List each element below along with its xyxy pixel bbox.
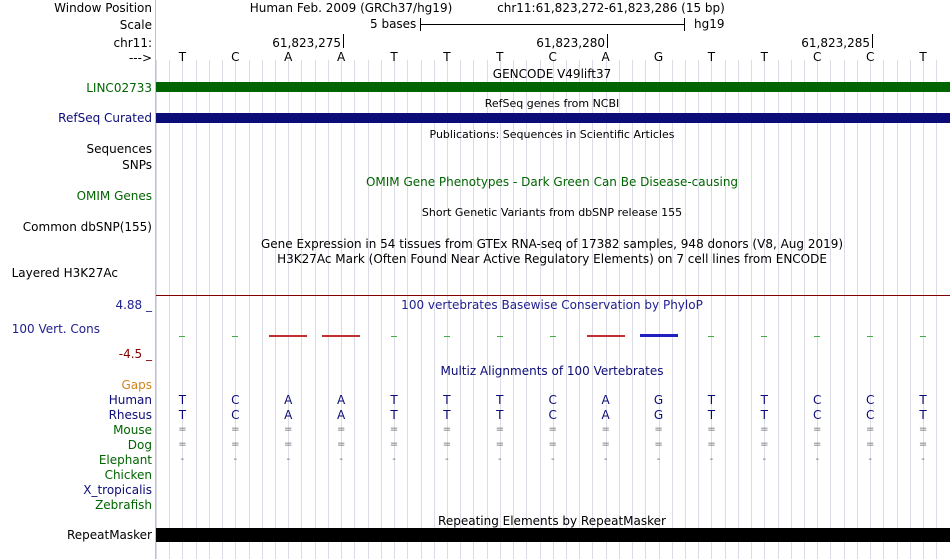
grid-line xyxy=(804,60,805,559)
alignment-base: = xyxy=(548,439,557,450)
grid-line xyxy=(738,60,739,559)
strand-arrow-label: ---> xyxy=(128,51,152,65)
phylop-score-mark xyxy=(232,336,238,337)
grid-line xyxy=(844,60,845,559)
species-label-rhesus[interactable]: Rhesus xyxy=(108,408,152,422)
omim-track-title: OMIM Gene Phenotypes - Dark Green Can Be Disease-causing xyxy=(365,175,739,189)
alignment-base: = xyxy=(178,424,187,435)
grid-line xyxy=(857,60,858,559)
track-label-gaps[interactable]: Gaps xyxy=(121,378,152,392)
track-label-linc02733[interactable]: LINC02733 xyxy=(86,81,152,95)
ruler-tick xyxy=(607,34,608,48)
grid-line xyxy=(830,60,831,559)
phylop-min-label: -4.5 _ xyxy=(118,347,152,361)
reference-base: T xyxy=(919,50,927,64)
reference-base: A xyxy=(337,50,346,64)
alignment-base: = xyxy=(601,439,610,450)
gtex-track-title: Gene Expression in 54 tissues from GTEx RNA-seq of 17382 samples, 948 donors (V8, Aug 2019) xyxy=(260,237,844,251)
alignment-base: - xyxy=(815,454,820,465)
alignment-base: C xyxy=(813,408,822,422)
alignment-base: T xyxy=(443,393,451,407)
reference-base: T xyxy=(707,50,716,64)
refseq-gene-bar[interactable] xyxy=(156,113,950,123)
alignment-base: = xyxy=(336,424,346,435)
ruler-position-label: 61,823,275 xyxy=(272,36,341,50)
alignment-base: G xyxy=(653,393,664,407)
species-label-mouse[interactable]: Mouse xyxy=(113,423,152,437)
alignment-base: T xyxy=(760,393,769,407)
grid-line xyxy=(883,60,884,559)
grid-line xyxy=(817,60,818,559)
alignment-base: = xyxy=(707,424,716,435)
multiz-track-title: Multiz Alignments of 100 Vertebrates xyxy=(440,364,664,378)
grid-line xyxy=(222,60,223,559)
alignment-base: A xyxy=(337,408,346,422)
h3k27ac-track-title: H3K27Ac Mark (Often Found Near Active Regulatory Elements) on 7 cell lines from ENCODE xyxy=(277,252,827,266)
phylop-score-mark xyxy=(550,336,556,337)
grid-line xyxy=(910,60,911,559)
phylop-score-mark xyxy=(179,336,185,337)
grid-line xyxy=(249,60,250,559)
alignment-base: = xyxy=(760,439,769,450)
phylop-score-mark xyxy=(322,335,360,337)
phylop-track-title: 100 vertebrates Basewise Conservation by PhyloP xyxy=(401,298,703,312)
scale-bar-tick-right xyxy=(684,18,685,31)
alignment-base: T xyxy=(496,408,504,422)
reference-base: T xyxy=(178,50,187,64)
grid-line xyxy=(169,60,170,559)
grid-line xyxy=(791,60,792,559)
alignment-base: C xyxy=(813,393,822,407)
grid-line xyxy=(301,60,302,559)
reference-base: G xyxy=(653,50,664,64)
phylop-score-mark xyxy=(497,336,503,337)
grid-line xyxy=(275,60,276,559)
track-label-sequences[interactable]: Sequences xyxy=(86,142,152,156)
track-label-omim-genes[interactable]: OMIM Genes xyxy=(76,189,152,203)
alignment-base: - xyxy=(180,454,185,465)
alignment-base: - xyxy=(709,454,714,465)
grid-line xyxy=(923,60,924,559)
alignment-base: - xyxy=(339,454,343,465)
species-label-elephant[interactable]: Elephant xyxy=(98,453,152,467)
track-label-common-dbsnp[interactable]: Common dbSNP(155) xyxy=(22,220,152,234)
alignment-base: T xyxy=(443,408,451,422)
alignment-base: = xyxy=(442,424,452,435)
alignment-base: T xyxy=(919,408,927,422)
alignment-base: A xyxy=(601,393,610,407)
alignment-base: = xyxy=(389,439,399,450)
grid-line xyxy=(288,60,289,559)
alignment-base: C xyxy=(548,408,557,422)
publications-track-title: Publications: Sequences in Scientific Articles xyxy=(429,128,675,141)
reference-base: T xyxy=(390,50,398,64)
grid-line xyxy=(156,60,157,559)
alignment-base: C xyxy=(865,408,875,422)
genome-browser-image[interactable] xyxy=(156,0,950,559)
phylop-score-mark xyxy=(640,334,678,337)
assembly-title: Human Feb. 2009 (GRCh37/hg19) xyxy=(249,1,453,15)
grid-line xyxy=(778,60,779,559)
alignment-base: A xyxy=(337,393,346,407)
alignment-base: T xyxy=(496,393,504,407)
alignment-base: = xyxy=(654,424,663,435)
grid-line xyxy=(328,60,329,559)
alignment-base: - xyxy=(762,454,767,465)
alignment-base: = xyxy=(178,439,187,450)
alignment-base: C xyxy=(231,408,240,422)
repeatmasker-bar[interactable] xyxy=(156,528,950,542)
alignment-base: = xyxy=(442,439,452,450)
alignment-base: = xyxy=(495,439,505,450)
phylop-score-mark xyxy=(391,336,397,337)
reference-base: A xyxy=(284,50,293,64)
grid-line xyxy=(711,60,712,559)
grid-line xyxy=(262,60,263,559)
grid-line xyxy=(897,60,898,559)
species-label-zebrafish[interactable]: Zebrafish xyxy=(95,498,152,512)
reference-base: T xyxy=(760,50,769,64)
scale-bar-label: 5 bases xyxy=(370,17,417,31)
grid-line xyxy=(751,60,752,559)
alignment-base: = xyxy=(336,439,346,450)
alignment-base: A xyxy=(601,408,610,422)
scale-bar-tick-left xyxy=(420,18,421,31)
alignment-base: = xyxy=(548,424,557,435)
track-label-panel xyxy=(0,0,156,559)
grid-line xyxy=(381,60,382,559)
alignment-base: = xyxy=(918,439,928,450)
ruler-tick xyxy=(872,34,873,48)
phylop-score-mark xyxy=(920,336,926,337)
alignment-base: = xyxy=(865,439,875,450)
alignment-base: - xyxy=(445,454,449,465)
species-label-dog[interactable]: Dog xyxy=(127,438,152,452)
grid-line xyxy=(315,60,316,559)
scale-assembly-label: hg19 xyxy=(694,17,725,31)
grid-line xyxy=(182,60,183,559)
alignment-base: = xyxy=(813,424,822,435)
phylop-max-label: 4.88 _ xyxy=(115,298,152,312)
species-label-chicken[interactable]: Chicken xyxy=(104,468,152,482)
phylop-score-mark xyxy=(761,336,767,337)
reference-base: T xyxy=(443,50,451,64)
alignment-base: = xyxy=(918,424,928,435)
alignment-base: = xyxy=(284,439,293,450)
h3k27ac-baseline xyxy=(156,295,950,296)
alignment-base: T xyxy=(760,408,769,422)
alignment-base: - xyxy=(550,454,555,465)
grid-line xyxy=(341,60,342,559)
alignment-base: = xyxy=(707,439,716,450)
alignment-base: T xyxy=(707,408,716,422)
alignment-base: C xyxy=(548,393,557,407)
reference-base: C xyxy=(548,50,557,64)
track-label-refseq-curated[interactable]: RefSeq Curated xyxy=(58,111,152,125)
alignment-base: = xyxy=(601,424,610,435)
alignment-base: A xyxy=(284,408,293,422)
alignment-base: - xyxy=(498,454,502,465)
gencode-track-title: GENCODE V49lift37 xyxy=(492,67,612,81)
alignment-base: = xyxy=(284,424,293,435)
alignment-base: - xyxy=(233,454,238,465)
grid-line xyxy=(354,60,355,559)
linc02733-gene-bar[interactable] xyxy=(156,82,950,92)
grid-line xyxy=(936,60,937,559)
reference-base: T xyxy=(496,50,504,64)
track-label-layered-h3k27ac[interactable]: Layered H3K27Ac xyxy=(11,266,118,280)
alignment-base: C xyxy=(865,393,875,407)
grid-line xyxy=(870,60,871,559)
alignment-base: T xyxy=(390,393,398,407)
alignment-base: T xyxy=(707,393,716,407)
grid-line xyxy=(368,60,369,559)
phylop-score-mark xyxy=(444,336,450,337)
alignment-base: T xyxy=(178,393,187,407)
alignment-base: - xyxy=(868,454,872,465)
phylop-score-mark xyxy=(708,336,714,337)
alignment-base: = xyxy=(231,424,240,435)
reference-base: A xyxy=(601,50,610,64)
grid-line xyxy=(764,60,765,559)
alignment-base: - xyxy=(921,454,925,465)
alignment-base: C xyxy=(231,393,240,407)
grid-line xyxy=(725,60,726,559)
alignment-base: - xyxy=(603,454,608,465)
grid-line xyxy=(209,60,210,559)
chrom-label: chr11: xyxy=(113,36,152,50)
refseq-track-title: RefSeq genes from NCBI xyxy=(484,97,620,110)
phylop-score-mark xyxy=(867,336,873,337)
alignment-base: T xyxy=(390,408,398,422)
scale-bar xyxy=(420,24,685,25)
reference-base: C xyxy=(813,50,822,64)
alignment-base: - xyxy=(286,454,291,465)
alignment-base: = xyxy=(389,424,399,435)
grid-line xyxy=(235,60,236,559)
species-label-human[interactable]: Human xyxy=(108,393,152,407)
reference-base: C xyxy=(865,50,875,64)
window-position-text: chr11:61,823,272-61,823,286 (15 bp) xyxy=(497,1,725,15)
alignment-base: T xyxy=(178,408,187,422)
track-label-snps[interactable]: SNPs xyxy=(122,158,152,172)
alignment-base: G xyxy=(653,408,664,422)
alignment-base: T xyxy=(919,393,927,407)
alignment-base: = xyxy=(760,424,769,435)
grid-line xyxy=(394,60,395,559)
alignment-base: A xyxy=(284,393,293,407)
phylop-score-mark xyxy=(814,336,820,337)
alignment-base: - xyxy=(656,454,661,465)
scale-label: Scale xyxy=(119,18,152,32)
reference-base: C xyxy=(231,50,240,64)
dbsnp-track-title: Short Genetic Variants from dbSNP release 155 xyxy=(421,206,683,219)
alignment-base: = xyxy=(231,439,240,450)
ruler-position-label: 61,823,280 xyxy=(536,36,605,50)
ruler-position-label: 61,823,285 xyxy=(801,36,870,50)
alignment-base: = xyxy=(865,424,875,435)
alignment-base: - xyxy=(392,454,396,465)
alignment-base: = xyxy=(813,439,822,450)
track-label-repeatmasker[interactable]: RepeatMasker xyxy=(66,528,152,542)
repeatmasker-track-title: Repeating Elements by RepeatMasker xyxy=(438,514,666,528)
ruler-tick xyxy=(343,34,344,48)
track-label-100-vert-cons[interactable]: 100 Vert. Cons xyxy=(11,322,100,336)
alignment-base: = xyxy=(654,439,663,450)
grid-line xyxy=(196,60,197,559)
phylop-score-mark xyxy=(587,335,625,337)
phylop-score-mark xyxy=(269,335,307,337)
window-position-label: Window Position xyxy=(54,1,152,15)
species-label-x_tropicalis[interactable]: X_tropicalis xyxy=(83,483,152,497)
alignment-base: = xyxy=(495,424,505,435)
